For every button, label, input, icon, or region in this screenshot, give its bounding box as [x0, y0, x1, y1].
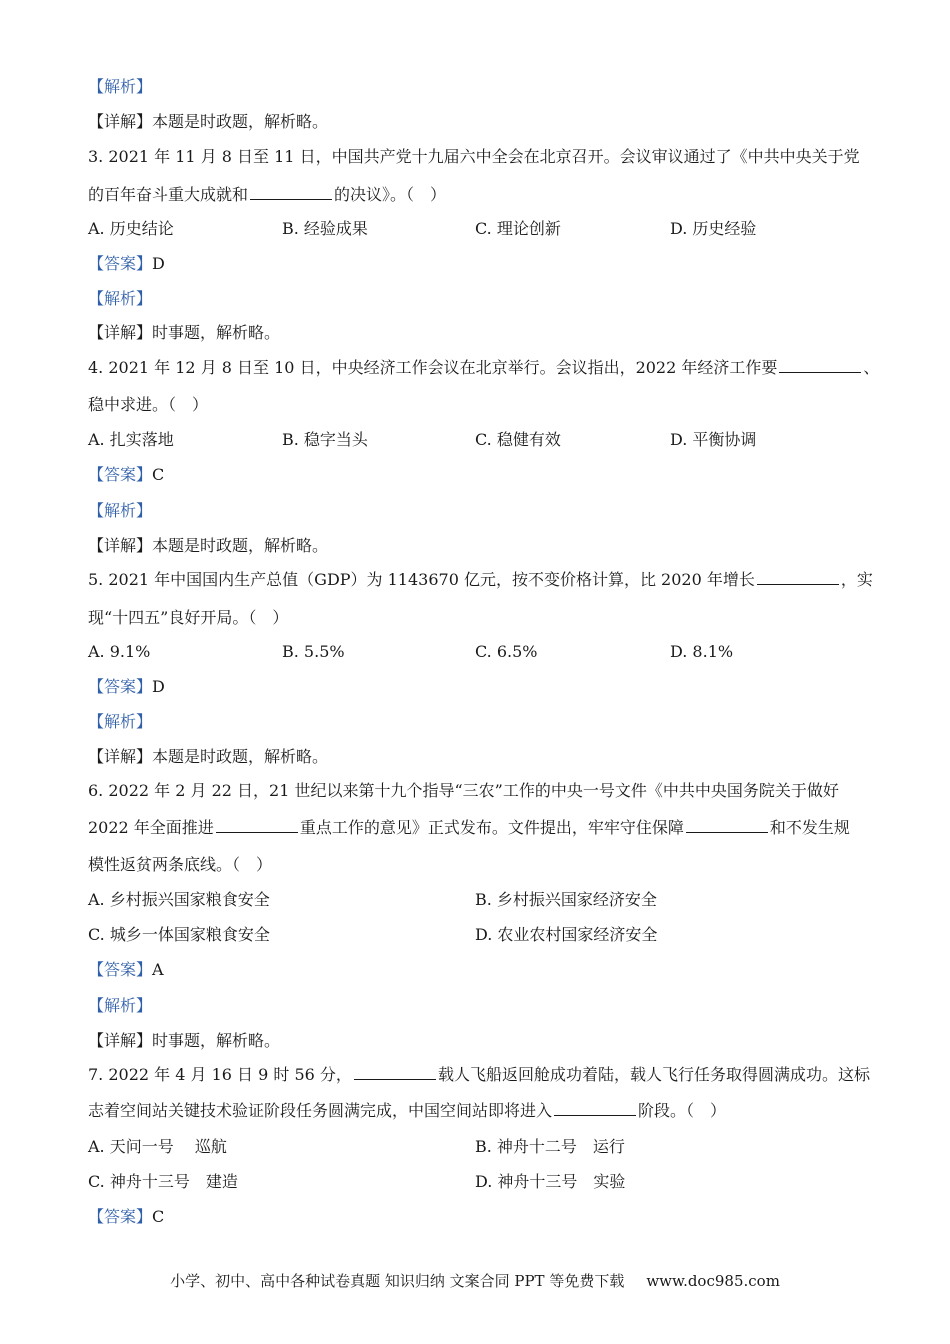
- option-a: A. 9.1%: [88, 642, 151, 661]
- option-b: B. 5.5%: [282, 642, 345, 661]
- analysis-heading: 【解析】: [88, 289, 153, 308]
- question-5-line-2: 现“十四五”良好开局。（ ）: [88, 608, 289, 627]
- option-b: B. 神舟十二号 运行: [475, 1137, 625, 1156]
- answer-line: 【答案】C: [88, 465, 165, 484]
- option-c: C. 6.5%: [475, 642, 538, 661]
- footer-url-link[interactable]: www.doc985.com: [646, 1272, 780, 1290]
- detail-line: 【详解】时事题，解析略。: [88, 1031, 281, 1050]
- option-a: A. 天问一号 巡航: [88, 1137, 227, 1156]
- answer-blank: [554, 1101, 636, 1116]
- question-3-line-2: 的百年奋斗重大成就和 的决议》。（ ）: [88, 185, 447, 204]
- answer-blank: [250, 185, 332, 200]
- detail-line: 【详解】本题是时政题，解析略。: [88, 112, 329, 131]
- answer-line: 【答案】A: [88, 960, 164, 979]
- answer-line: 【答案】D: [88, 254, 165, 273]
- question-5-line-1: 5. 2021 年中国国内生产总值（GDP）为 1143670 亿元，按不变价格计算，比 2020 年增长 ，实: [88, 570, 873, 589]
- page-footer: [0, 1270, 950, 1291]
- answer-blank: [686, 818, 768, 833]
- option-b: B. 经验成果: [282, 219, 368, 238]
- detail-line: 【详解】本题是时政题，解析略。: [88, 747, 329, 766]
- answer-blank: [779, 358, 861, 373]
- question-3-line-1: 3. 2021 年 11 月 8 日至 11 日，中国共产党十九届六中全会在北京召开。会议审议通过了《中共中央关于党: [88, 147, 860, 166]
- question-4-line-2: 稳中求进。（ ）: [88, 395, 209, 414]
- question-4-line-1: 4. 2021 年 12 月 8 日至 10 日，中央经济工作会议在北京举行。会议指出，2022 年经济工作要 、: [88, 358, 880, 377]
- question-6-line-3: 模性返贫两条底线。（ ）: [88, 855, 273, 874]
- analysis-heading: 【解析】: [88, 712, 153, 731]
- option-c: C. 理论创新: [475, 219, 561, 238]
- option-b: B. 稳字当头: [282, 430, 368, 449]
- answer-blank: [757, 570, 839, 585]
- option-d: D. 平衡协调: [670, 430, 757, 449]
- answer-line: 【答案】C: [88, 1207, 165, 1226]
- question-6-line-2: 2022 年全面推进 重点工作的意见》正式发布。文件提出，牢牢守住保障 和不发生规: [88, 818, 850, 837]
- option-b: B. 乡村振兴国家经济安全: [475, 890, 657, 909]
- analysis-heading: 【解析】: [88, 77, 153, 96]
- answer-blank: [354, 1065, 436, 1080]
- option-c: C. 神舟十三号 建造: [88, 1172, 238, 1191]
- detail-line: 【详解】本题是时政题，解析略。: [88, 536, 329, 555]
- option-a: A. 乡村振兴国家粮食安全: [88, 890, 270, 909]
- answer-blank: [216, 818, 298, 833]
- option-c: C. 城乡一体国家粮食安全: [88, 925, 270, 944]
- detail-line: 【详解】时事题，解析略。: [88, 323, 281, 342]
- option-c: C. 稳健有效: [475, 430, 561, 449]
- option-d: D. 历史经验: [670, 219, 757, 238]
- answer-line: 【答案】D: [88, 677, 165, 696]
- option-d: D. 8.1%: [670, 642, 734, 661]
- option-d: D. 神舟十三号 实验: [475, 1172, 626, 1191]
- option-d: D. 农业农村国家经济安全: [475, 925, 658, 944]
- analysis-heading: 【解析】: [88, 501, 153, 520]
- footer-text: 小学、初中、高中各种试卷真题 知识归纳 文案合同 PPT 等免费下载: [170, 1272, 625, 1290]
- question-7-line-1: 7. 2022 年 4 月 16 日 9 时 56 分， 载人飞船返回舱成功着陆，载人飞行任务取得圆满成功。这标: [88, 1065, 870, 1084]
- question-7-line-2: 志着空间站关键技术验证阶段任务圆满完成，中国空间站即将进入 阶段。（ ）: [88, 1101, 727, 1120]
- analysis-heading: 【解析】: [88, 996, 153, 1015]
- question-6-line-1: 6. 2022 年 2 月 22 日，21 世纪以来第十九个指导“三农”工作的中央一号文件《中共中央国务院关于做好: [88, 781, 839, 800]
- option-a: A. 扎实落地: [88, 430, 174, 449]
- option-a: A. 历史结论: [88, 219, 174, 238]
